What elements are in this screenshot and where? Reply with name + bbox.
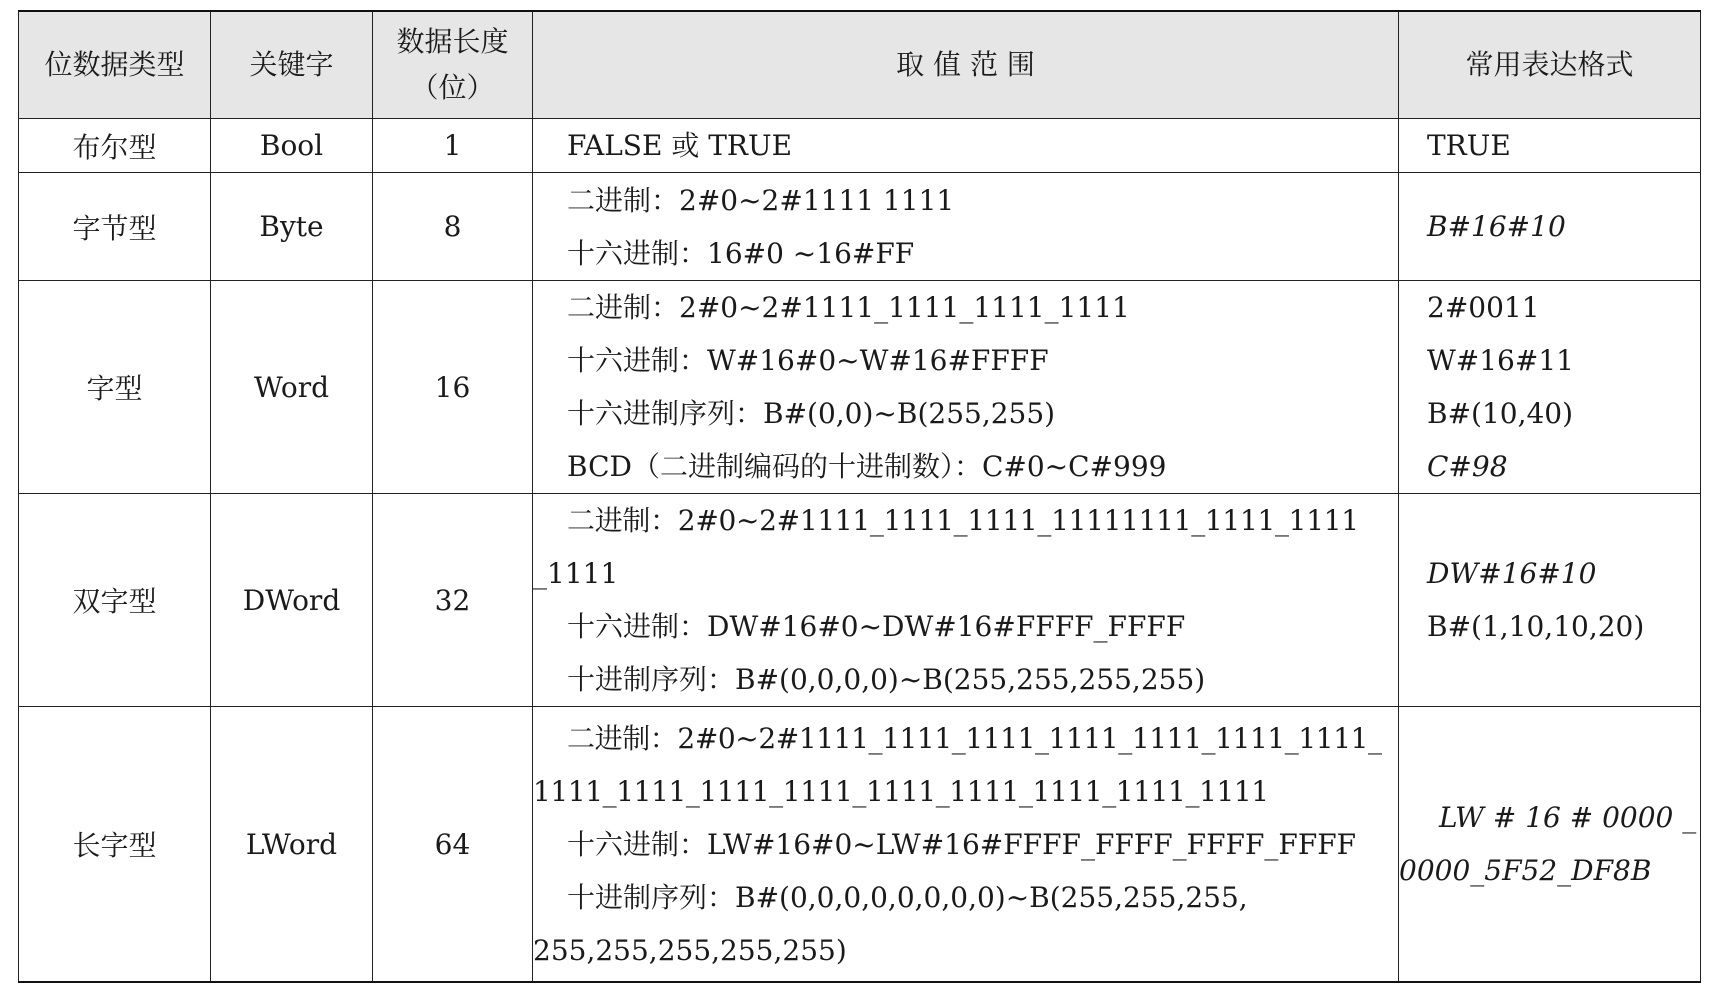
cell-format [1399, 281, 1701, 494]
range-line: 二进制：2#0~2#1111_1111_1111_1111_1111_1111_1111_ [567, 721, 1382, 755]
cell-keyword: DWord [211, 494, 373, 707]
format-line: B#(10,40) [1427, 397, 1574, 430]
cell-length: 32 [373, 494, 533, 707]
cell-length: 64 [373, 707, 533, 983]
range-line: 二进制：2#0~2#1111_1111_1111_11111111_1111_1111 [567, 504, 1359, 537]
format-line: DW#16#10 [1427, 557, 1597, 590]
table-row [19, 119, 1701, 173]
range-line: 十进制序列：B#(0,0,0,0)~B(255,255,255,255) [567, 663, 1206, 696]
cell-format [1399, 707, 1701, 983]
range-line: 1111_1111_1111_1111_1111_1111_1111_1111_1111 [533, 774, 1269, 808]
cell-type: 双字型 [19, 494, 211, 707]
cell-keyword: LWord [211, 707, 373, 983]
header-length [373, 11, 533, 119]
header-length-line2: （位） [410, 71, 495, 104]
table-row [19, 494, 1701, 707]
cell-type: 布尔型 [19, 119, 211, 173]
cell-type: 字节型 [19, 173, 211, 281]
format-line: LW # 16 # 0000 _ [1439, 801, 1697, 834]
range-line: 十进制序列：B#(0,0,0,0,0,0,0,0)~B(255,255,255, [567, 880, 1248, 914]
cell-range [533, 494, 1399, 707]
range-line: 十六进制：W#16#0~W#16#FFFF [567, 344, 1049, 377]
cell-length: 16 [373, 281, 533, 494]
format-line: B#(1,10,10,20) [1427, 610, 1645, 643]
table-row [19, 173, 1701, 281]
format-line: C#98 [1427, 450, 1508, 483]
cell-range [533, 119, 1399, 173]
cell-length: 8 [373, 173, 533, 281]
range-line: 十六进制：DW#16#0~DW#16#FFFF_FFFF [567, 610, 1186, 643]
header-type: 位数据类型 [19, 11, 211, 119]
data-type-table [18, 10, 1701, 983]
table-row [19, 281, 1701, 494]
format-line: 2#0011 [1427, 291, 1540, 324]
cell-range [533, 173, 1399, 281]
cell-range [533, 281, 1399, 494]
cell-keyword: Word [211, 281, 373, 494]
cell-length: 1 [373, 119, 533, 173]
format-line: 0000_5F52_DF8B [1399, 854, 1652, 887]
range-line: 二进制：2#0~2#1111 1111 [567, 183, 955, 217]
range-line: 255,255,255,255,255) [533, 933, 847, 967]
range-line: _1111 [533, 557, 619, 590]
table-row [19, 707, 1701, 983]
range-line: BCD（二进制编码的十进制数）：C#0~C#999 [567, 450, 1167, 483]
format-line: TRUE [1427, 129, 1511, 162]
range-line: 十六进制：16#0 ~16#FF [567, 236, 915, 270]
header-row [19, 11, 1701, 119]
format-line: B#16#10 [1427, 210, 1566, 243]
cell-type: 长字型 [19, 707, 211, 983]
cell-format [1399, 173, 1701, 281]
range-line: FALSE 或 TRUE [567, 129, 793, 162]
cell-range [533, 707, 1399, 983]
range-line: 二进制：2#0~2#1111_1111_1111_1111 [567, 291, 1130, 324]
cell-format [1399, 494, 1701, 707]
header-format: 常用表达格式 [1399, 11, 1701, 119]
cell-keyword: Bool [211, 119, 373, 173]
range-line: 十六进制：LW#16#0~LW#16#FFFF_FFFF_FFFF_FFFF [567, 827, 1357, 861]
cell-keyword: Byte [211, 173, 373, 281]
header-length-line1: 数据长度 [396, 25, 509, 58]
header-keyword: 关键字 [211, 11, 373, 119]
cell-type: 字型 [19, 281, 211, 494]
header-range: 取 值 范 围 [533, 11, 1399, 119]
cell-format [1399, 119, 1701, 173]
format-line: W#16#11 [1427, 344, 1574, 377]
range-line: 十六进制序列：B#(0,0)~B(255,255) [567, 397, 1056, 430]
